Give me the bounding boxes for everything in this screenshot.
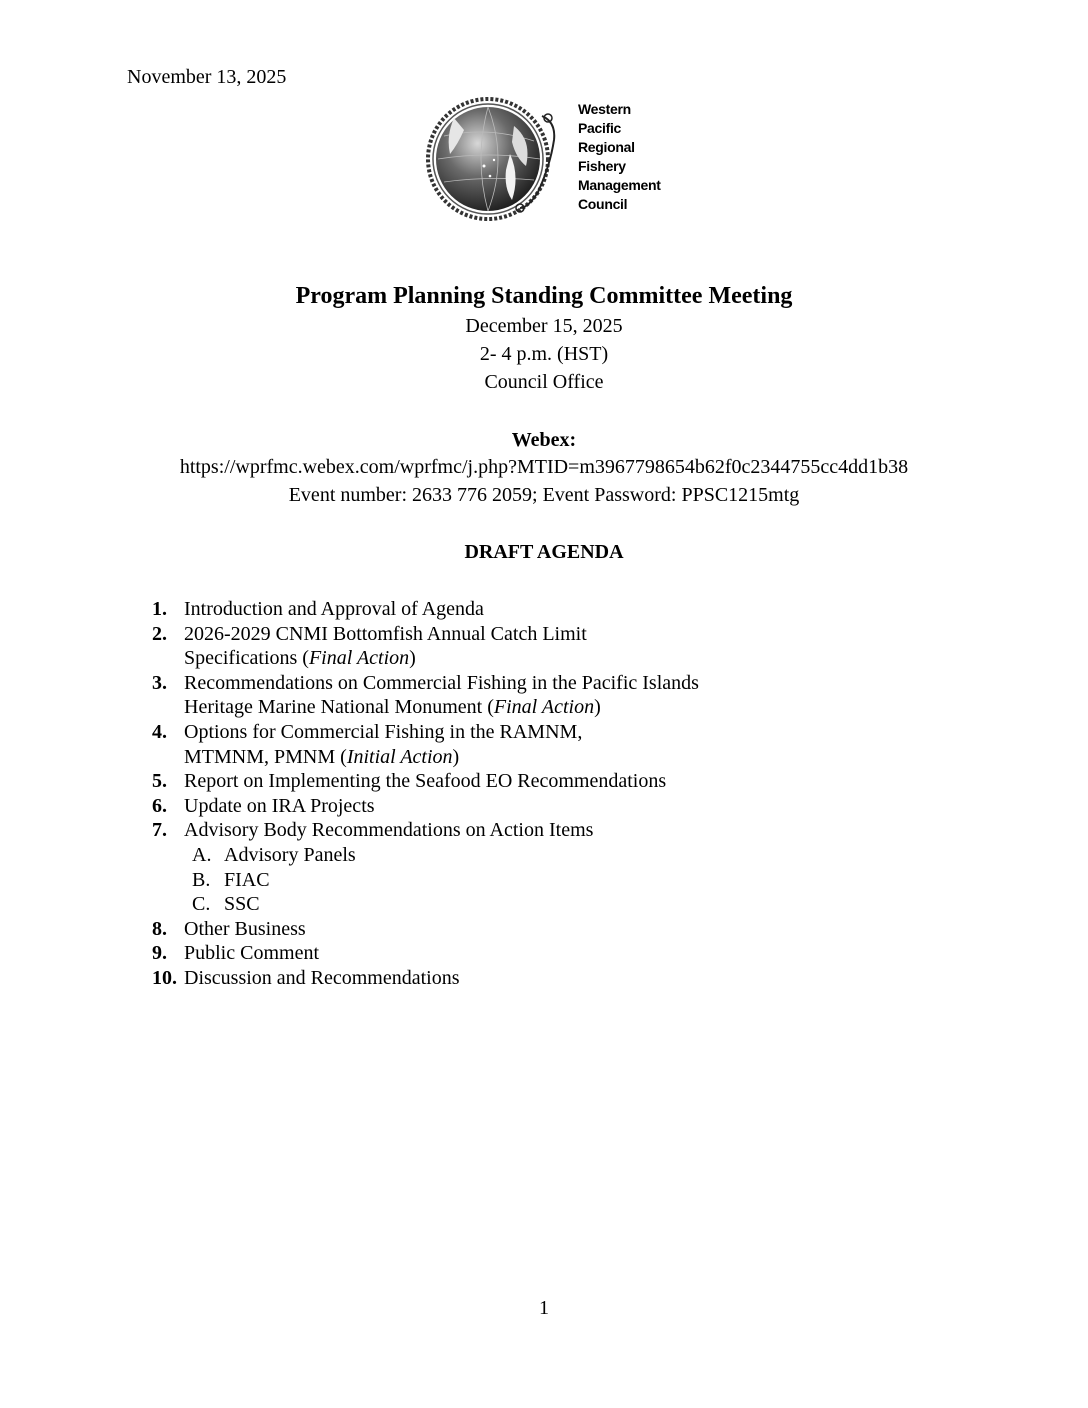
agenda-subitem-letter: B. <box>192 868 211 891</box>
webex-event-info: Event number: 2633 776 2059; Event Password: PPSC1215mtg <box>288 484 800 506</box>
logo-line: Council <box>578 196 628 212</box>
agenda-item-text: 2026-2029 CNMI Bottomfish Annual Catch Limit <box>184 622 587 645</box>
agenda-item-number: 5. <box>152 770 167 793</box>
agenda-item-text-cont: Specifications (Final Action) <box>184 647 416 670</box>
page-number: 1 <box>539 1297 549 1319</box>
agenda-item-text: Discussion and Recommendations <box>184 966 460 989</box>
agenda-item-number: 6. <box>152 794 167 817</box>
agenda-item <box>152 818 699 843</box>
agenda-item-text: Update on IRA Projects <box>184 794 375 817</box>
council-seal-globe-icon <box>424 96 560 224</box>
webex-link[interactable]: https://wprfmc.webex.com/wprfmc/j.php?MTID=m3967798654b62f0c2344755cc4dd1b38 <box>179 456 909 478</box>
agenda-item <box>152 917 699 942</box>
agenda-subitem-text: FIAC <box>224 868 270 891</box>
agenda-item-text: Public Comment <box>184 942 319 965</box>
agenda-list <box>152 597 699 991</box>
agenda-item <box>152 769 699 794</box>
agenda-item <box>152 941 699 966</box>
agenda-subitem-text: SSC <box>224 893 260 916</box>
logo-line: Pacific <box>578 120 622 136</box>
agenda-item-text: Introduction and Approval of Agenda <box>184 598 484 620</box>
agenda-item-number: 8. <box>152 917 167 940</box>
meeting-title: Program Planning Standing Committee Meeting <box>295 283 793 309</box>
agenda-subitem-letter: C. <box>192 893 211 916</box>
logo-line: Fishery <box>578 158 626 174</box>
agenda-item-number: 10. <box>152 966 177 989</box>
agenda-item-number: 4. <box>152 720 167 743</box>
agenda-item <box>152 794 699 819</box>
logo-line: Management <box>578 177 661 193</box>
agenda-item <box>152 966 699 991</box>
action-type: Final Action <box>493 696 595 719</box>
agenda-item-number: 2. <box>152 622 167 645</box>
agenda-item-text-cont: Heritage Marine National Monument (Final Action) <box>184 696 601 719</box>
agenda-item-text: Other Business <box>184 917 306 940</box>
agenda-item-text: Recommendations on Commercial Fishing in the Pacific Islands <box>184 671 699 694</box>
agenda-heading: DRAFT AGENDA <box>464 541 624 563</box>
logo-line: Western <box>578 101 631 117</box>
action-type: Final Action <box>308 647 410 670</box>
webex-label: Webex: <box>511 429 577 451</box>
agenda-subitem-text: Advisory Panels <box>224 843 356 866</box>
agenda-subitem-letter: A. <box>192 843 212 866</box>
document-date: November 13, 2025 <box>127 66 287 88</box>
agenda-subitem <box>152 892 699 917</box>
agenda-subitem <box>152 843 699 868</box>
council-logo-text <box>578 100 661 214</box>
agenda-item-text: Advisory Body Recommendations on Action Items <box>184 819 594 842</box>
meeting-date: December 15, 2025 <box>465 315 623 337</box>
agenda-item <box>152 720 699 769</box>
agenda-item <box>152 622 699 671</box>
action-type: Initial Action <box>346 745 453 768</box>
agenda-item-number: 3. <box>152 671 167 694</box>
meeting-time: 2- 4 p.m. (HST) <box>479 343 609 365</box>
agenda-item-text: Report on Implementing the Seafood EO Recommendations <box>184 770 667 793</box>
agenda-subitem <box>152 868 699 893</box>
agenda-item-text-cont: MTMNM, PMNM (Initial Action) <box>184 745 460 768</box>
agenda-item-text: Options for Commercial Fishing in the RAMNM, <box>184 720 583 743</box>
agenda-item-number: 1. <box>152 598 167 620</box>
agenda-item-number: 7. <box>152 819 167 842</box>
agenda-item-number: 9. <box>152 942 167 965</box>
agenda-item <box>152 597 699 622</box>
meeting-location: Council Office <box>484 371 604 393</box>
logo-line: Regional <box>578 139 635 155</box>
agenda-item <box>152 671 699 720</box>
